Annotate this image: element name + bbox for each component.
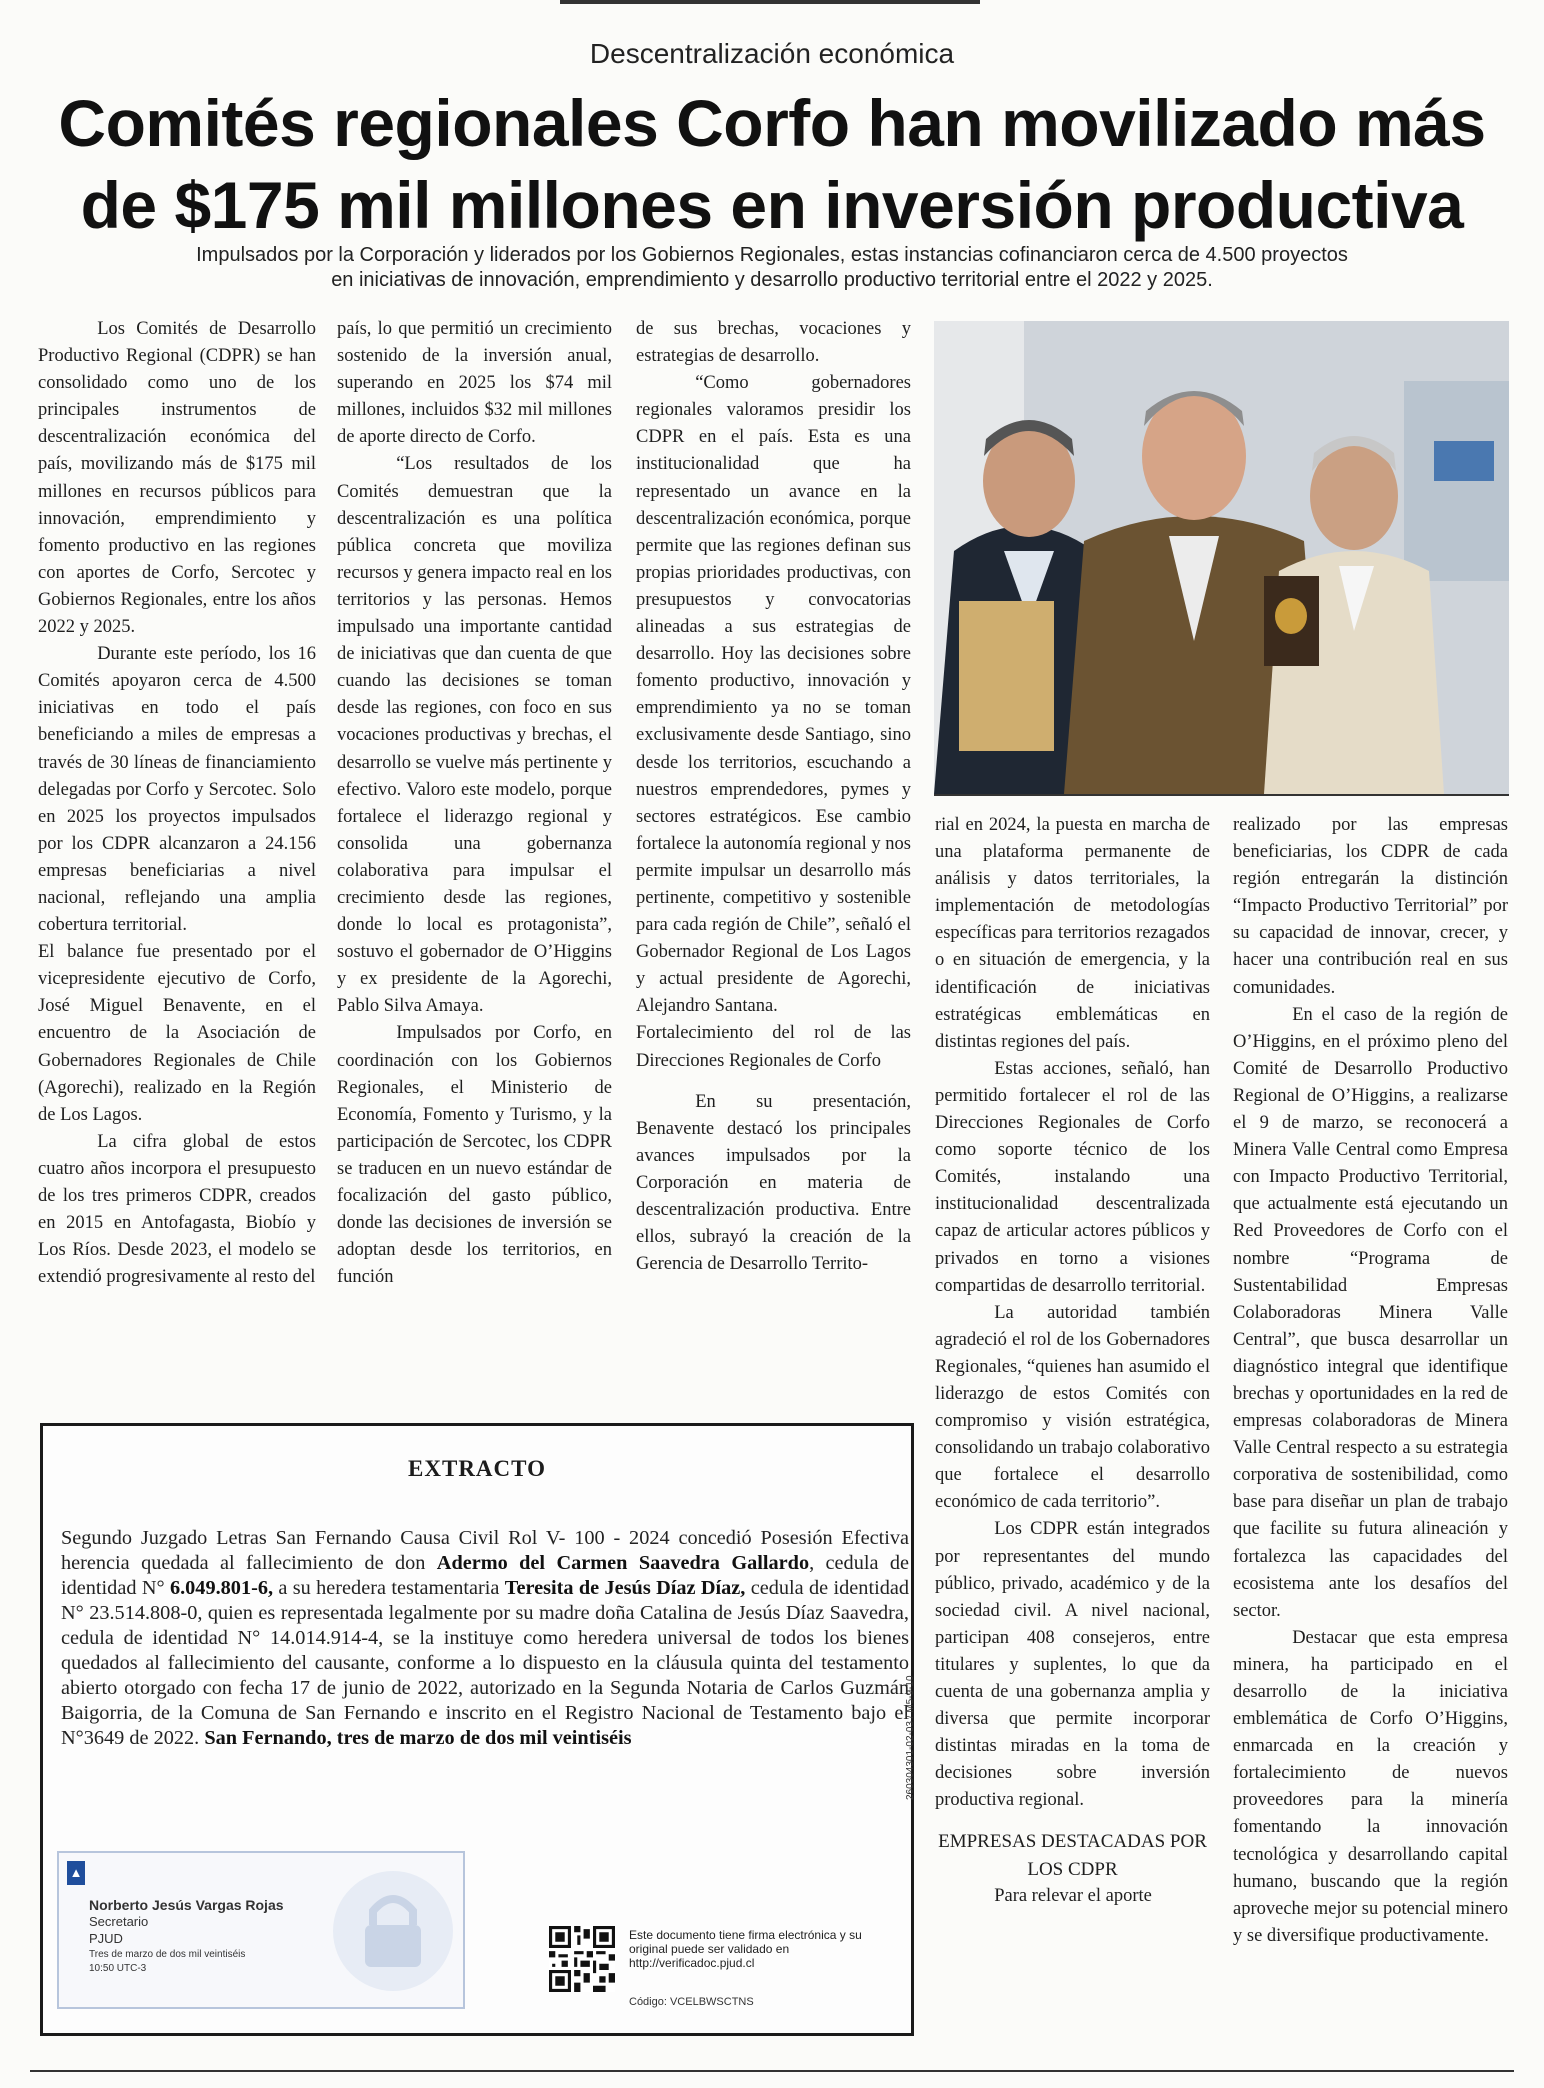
notice-text: a su heredera testamentaria: [273, 1577, 505, 1599]
verification-code: Código: VCELBWSCTNS: [629, 1996, 754, 2008]
signer-date: Tres de marzo de dos mil veintiséis: [89, 1949, 246, 1960]
signer-info: [89, 1897, 284, 1975]
vertical-print-code: 260304301-02-03 / M5-9-10: [905, 1675, 916, 1800]
paragraph: En su presentación, Benavente destacó los principales avances impulsados por la Corporación en materia de descentralización productiva. Entre ellos, subrayó la creación de la Gerencia de Desarrollo Territo-: [636, 1091, 911, 1275]
paragraph: “Como gobernadores regionales valoramos presidir los CDPR en el país. Esta es una institucionalidad que ha representado un avance en la descentralización económica, porque permite que las regiones definan sus propias prioridades productivas, con presupuestos y convocatorias alineadas a sus estrategias de desarrollo. Hoy las decisiones sobre fomento productivo, innovación y emprendimiento ya no se toman exclusivamente desde Santiago, sino desde los territorios, escuchando a nuestros emprendedores, pymes y sectores estratégicos. Ese cambio fortalece la autonomía regional y nos permite impulsar un desarrollo más pertinente, competitivo y sostenible para cada región de Chile”, señaló el Gobernador Regional de Los Lagos y actual presidente de Agorechi, Alejandro Santana.: [636, 373, 911, 1017]
paragraph: En el caso de la región de O’Higgins, en el próximo pleno del Comité de Desarrollo Productivo Regional de O’Higgins, a realizarse el 9 de marzo, se reconocerá a Minera Valle Central como Empresa con Impacto Productivo Territorial, que actualmente está ejecutando un Red Proveedores de Corfo con el nombre “Programa de Sustentabilidad Empresas Colaboradoras Minera Valle Central”, que busca desarrollar un diagnóstico integral que identifique brechas y oportunidades en la red de empresas colaboradoras de Minera Valle Central respecto a su estrategia corporativa de sostenibilidad, como base para diseñar un plan de trabajo que facilite su futura alineación y fortalezca las capacidades del ecosistema ante los desafíos del sector.: [1233, 1004, 1508, 1621]
headline: [20, 82, 1524, 246]
qr-code-icon[interactable]: [549, 1926, 615, 1992]
subhead-line-1: Impulsados por la Corporación y liderados por los Gobiernos Regionales, estas instancias cofinanciaron cerca de 4.500 proyectos: [196, 244, 1348, 266]
headline-line-1: Comités regionales Corfo han movilizado más: [58, 86, 1486, 160]
paragraph: La autoridad también agradeció el rol de los Gobernadores Regionales, “quienes han asumido el liderazgo de estos Comités con compromiso y visión estratégica, consolidando un trabajo colaborativo que fortalece el desarrollo económico de cada territorio”.: [935, 1302, 1210, 1513]
photo-three-men-icon: [934, 321, 1509, 794]
signer-time: 10:50 UTC-3: [89, 1963, 147, 1974]
paragraph: Estas acciones, señaló, han permitido fortalecer el rol de las Direcciones Regionales de Corfo como soporte técnico de los Comités, instalando una institucionalidad descentralizada capaz de articular actores públicos y privados en torno a visiones compartidas de desarrollo territorial.: [935, 1058, 1210, 1296]
article-column-5: [1233, 812, 1508, 1950]
paragraph: país, lo que permitió un crecimiento sostenido de la inversión anual, superando en 2025 los $74 mil millones, incluidos $32 mil millones de aporte directo de Corfo.: [337, 319, 612, 448]
paragraph: “Los resultados de los Comités demuestran que la descentralización es una política pública concreta que moviliza recursos y genera impacto real en los territorios y las personas. Hemos impulsado una importante cantidad de iniciativas que dan cuenta de que cuando las decisiones se toman desde las regiones, con foco en sus vocaciones productivas y brechas, el desarrollo se vuelve más pertinente y efectivo. Valoro este modelo, porque fortalece el liderazgo regional y consolida una gobernanza colaborativa para impulsar el crecimiento desde las regiones, donde lo local es protagonista”, sostuvo el gobernador de O’Higgins y ex presidente de la Agorechi, Pablo Silva Amaya.: [337, 454, 612, 1017]
article-column-4: [935, 812, 1210, 1910]
article-column-3: [636, 316, 911, 1278]
headline-line-2: de $175 mil millones en inversión productiva: [80, 168, 1464, 242]
legal-notice-title: EXTRACTO: [408, 1456, 546, 1481]
qr-verification-text: Este documento tiene firma electrónica y su original puede ser validado en http://verificadoc.pjud.cl: [629, 1928, 862, 1970]
legal-notice-body: [61, 1526, 909, 1751]
notice-text: Segundo Juzgado Letras San Fernando Causa Civil Rol V- 100 - 2024 concedió Posesión Efectiva herencia quedada al fallecimiento de don: [61, 1527, 909, 1574]
paragraph: Para relevar el aporte: [994, 1885, 1152, 1906]
top-rule: [560, 0, 980, 4]
notice-text: , cedula de identidad N°: [61, 1552, 910, 1599]
article-column-1: [38, 316, 316, 1291]
paragraph: realizado por las empresas beneficiarias, los CDPR de cada región entregarán la distinción “Impacto Productivo Territorial” por su capacidad de innovar, crecer, y hacer una contribución real en sus comunidades.: [1233, 815, 1508, 998]
notice-bold: Teresita de Jesús Díaz Díaz,: [504, 1577, 746, 1599]
signer-org: PJUD: [89, 1931, 123, 1946]
legal-notice-box: [40, 1423, 914, 2036]
bottom-rule: [30, 2070, 1514, 2072]
lock-icon: [329, 1867, 457, 1995]
paragraph: de sus brechas, vocaciones y estrategias de desarrollo.: [636, 319, 911, 367]
notice-bold: San Fernando, tres de marzo de dos mil veintiséis: [204, 1727, 632, 1749]
section-subtitle: EMPRESAS DESTACADAS POR LOS CDPR: [938, 1831, 1207, 1880]
paragraph: Durante este período, los 16 Comités apoyaron cerca de 4.500 iniciativas en todo el país beneficiando a miles de empresas a través de 30 líneas de financiamiento delegadas por Corfo y Sercotec. Solo en 2025 los proyectos impulsados por los CDPR alcanzaron a 24.156 empresas beneficiarias a nivel nacional, reflejando una amplia cobertura territorial.: [38, 644, 316, 936]
signer-role: Secretario: [89, 1914, 149, 1929]
subhead: [160, 243, 1384, 293]
paragraph: rial en 2024, la puesta en marcha de una plataforma permanente de análisis y datos territoriales, la implementación de metodologías específicas para territorios rezagados o en situación de emergencia, y la identificación de iniciativas estratégicas emblemáticas en distintas regiones del país.: [935, 815, 1210, 1052]
electronic-signature-box: [57, 1851, 465, 2009]
paragraph: Los CDPR están integrados por representantes del mundo público, privado, académico y de la sociedad civil. A nivel nacional, participan 408 consejeros, entre titulares y suplentes, lo que da cuenta de una gobernanza amplia y diversa que permite incorporar distintas miradas en la toma de decisiones sobre inversión productiva regional.: [935, 1519, 1210, 1811]
article-photo: [934, 321, 1509, 794]
kicker: Descentralización económica: [589, 38, 955, 69]
notice-bold: 6.049.801-6,: [169, 1577, 274, 1599]
signer-name: Norberto Jesús Vargas Rojas: [89, 1897, 284, 1913]
notice-text: cedula de identidad N° 23.514.808-0, quien es representada legalmente por su madre doña Catalina de Jesús Díaz Saavedra, cedula de identidad N° 14.014.914-4, se la instituye como heredera universal de todos los bienes quedados al fallecimiento del causante, conforme a lo dispuesto en la cláusula quinta del testamento abierto otorgado con fecha 17 de junio de 2022, autorizado en la Segunda Notaria de Carlos Guzmán Baigorria, de la Comuna de San Fernando e inscrito en el Registro Nacional de Testamento bajo el N°3649 de 2022.: [61, 1577, 909, 1749]
section-subtitle: Fortalecimiento del rol de las Direcciones Regionales de Corfo: [636, 1023, 911, 1071]
subhead-line-2: en iniciativas de innovación, emprendimiento y desarrollo productivo territorial entre el 2022 y 2025.: [331, 269, 1213, 291]
article-column-2: [337, 316, 612, 1291]
paragraph: La cifra global de estos cuatro años incorpora el presupuesto de los tres primeros CDPR, creados en 2015 en Antofagasta, Biobío y Los Ríos. Desde 2023, el modelo se extendió progresivamente al resto del: [38, 1131, 316, 1288]
notice-bold: Adermo del Carmen Saavedra Gallardo: [436, 1552, 810, 1574]
paragraph: El balance fue presentado por el vicepresidente ejecutivo de Corfo, José Miguel Benavente, en el encuentro de la Asociación de Gobernadores Regionales de Chile (Agorechi), realizado en la Región de Los Lagos.: [38, 942, 316, 1125]
paragraph: Los Comités de Desarrollo Productivo Regional (CDPR) se han consolidado como uno de los principales instrumentos de descentralización económica del país, movilizando más de $175 mil millones en recursos públicos para innovación, emprendimiento y fomento productivo en las regiones con aportes de Corfo, Sercotec y Gobiernos Regionales, entre los años 2022 y 2025.: [38, 319, 316, 638]
paragraph: Impulsados por Corfo, en coordinación con los Gobiernos Regionales, el Ministerio de Economía, Fomento y Turismo, y la participación de Sercotec, los CDPR se traducen en un nuevo estándar de focalización del gasto público, donde las decisiones de inversión se adoptan desde los territorios, en función: [337, 1023, 612, 1288]
paragraph: Destacar que esta empresa minera, ha participado en el desarrollo de la iniciativa emblemática de Corfo O’Higgins, enmarcada en la creación y fortalecimiento de nuevos proveedores para la minería fomentando la innovación tecnológica y desarrollando capital humano, buscando que la región aproveche mejor su potencial minero y se diversifique productivamente.: [1233, 1627, 1508, 1946]
photo-bottom-rule: [934, 794, 1509, 796]
pjud-flag-icon: ▲: [67, 1861, 85, 1885]
